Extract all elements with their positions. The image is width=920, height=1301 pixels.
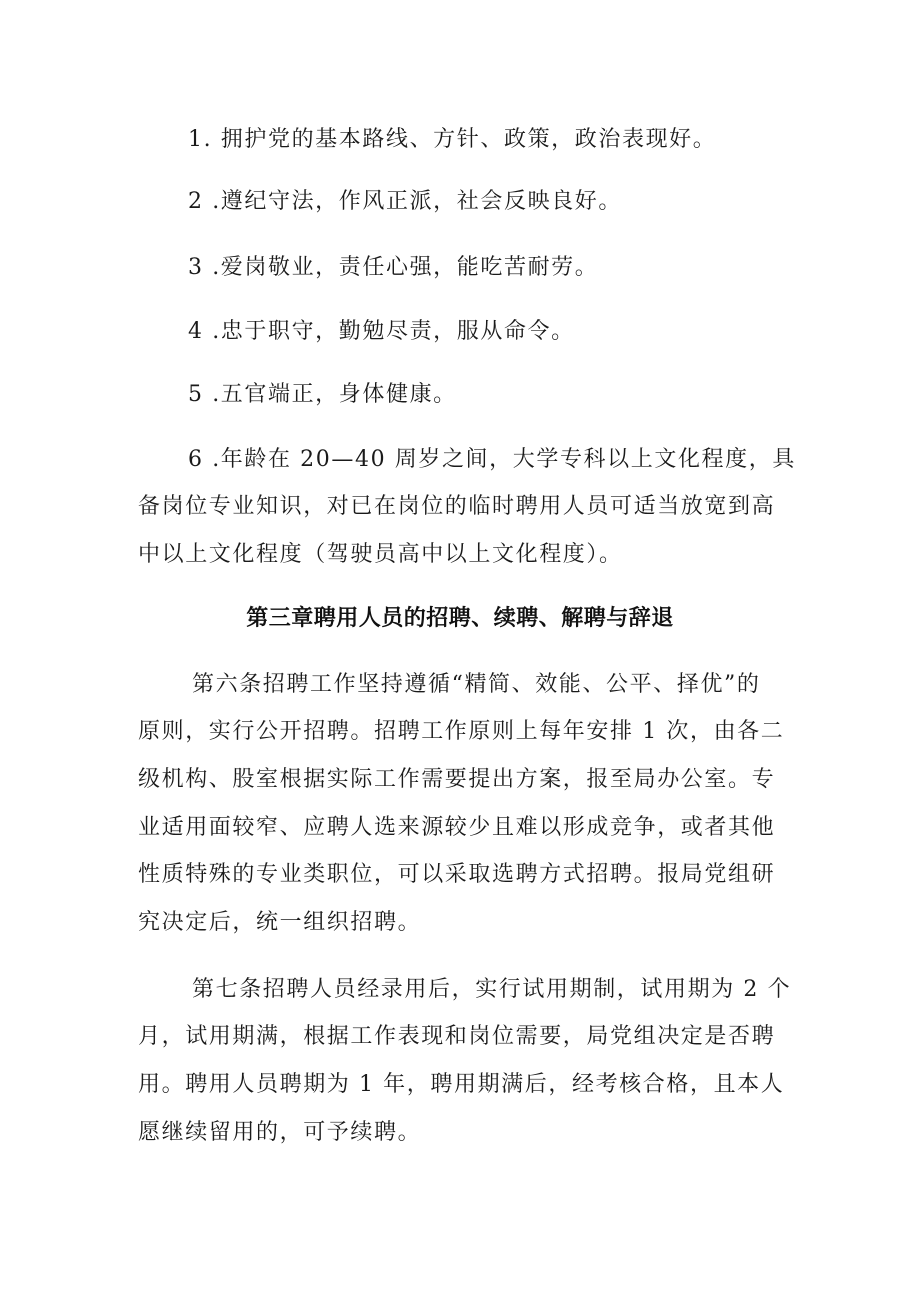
requirement-item-1: 1. 拥护党的基本路线、方针、政策，政治表现好。 [188, 127, 717, 152]
article-7-line-4: 愿继续留用的，可予续聘。 [138, 1120, 422, 1145]
article-6-line-6: 究决定后，统一组织招聘。 [138, 910, 422, 935]
article-6-line-4: 业适用面较窄、应聘人选来源较少且难以形成竞争，或者其他 [138, 815, 776, 840]
requirement-item-6-line-2: 备岗位专业知识，对已在岗位的临时聘用人员可适当放宽到高 [138, 494, 776, 519]
chapter-title: 第三章聘用人员的招聘、续聘、解聘与辞退 [246, 606, 674, 631]
requirement-item-6-line-1: 6 .年龄在 20—40 周岁之间，大学专科以上文化程度，具 [188, 447, 796, 472]
requirement-item-3: 3 .爱岗敬业，责任心强，能吃苦耐劳。 [188, 255, 599, 280]
article-6-line-5: 性质特殊的专业类职位，可以采取选聘方式招聘。报局党组研 [138, 862, 776, 887]
article-6-line-3: 级机构、股室根据实际工作需要提出方案，报至局办公室。专 [138, 767, 776, 792]
article-6-line-2: 原则，实行公开招聘。招聘工作原则上每年安排 1 次，由各二 [138, 719, 785, 744]
article-6-line-1: 第六条招聘工作坚持遵循“精简、效能、公平、择优”的 [192, 672, 761, 697]
requirement-item-5: 5 .五官端正，身体健康。 [188, 382, 457, 407]
article-7-line-3: 用。聘用人员聘期为 1 年，聘用期满后，经考核合格，且本人 [138, 1072, 785, 1097]
article-7-line-1: 第七条招聘人员经录用后，实行试用期制，试用期为 2 个 [192, 977, 792, 1002]
requirement-item-6-line-3: 中以上文化程度（驾驶员高中以上文化程度）。 [138, 542, 623, 567]
article-7-line-2: 月，试用期满，根据工作表现和岗位需要，局党组决定是否聘 [138, 1024, 776, 1049]
requirement-item-2: 2 .遵纪守法，作风正派，社会反映良好。 [188, 189, 622, 214]
requirement-item-4: 4 .忠于职守，勤勉尽责，服从命令。 [188, 319, 575, 344]
